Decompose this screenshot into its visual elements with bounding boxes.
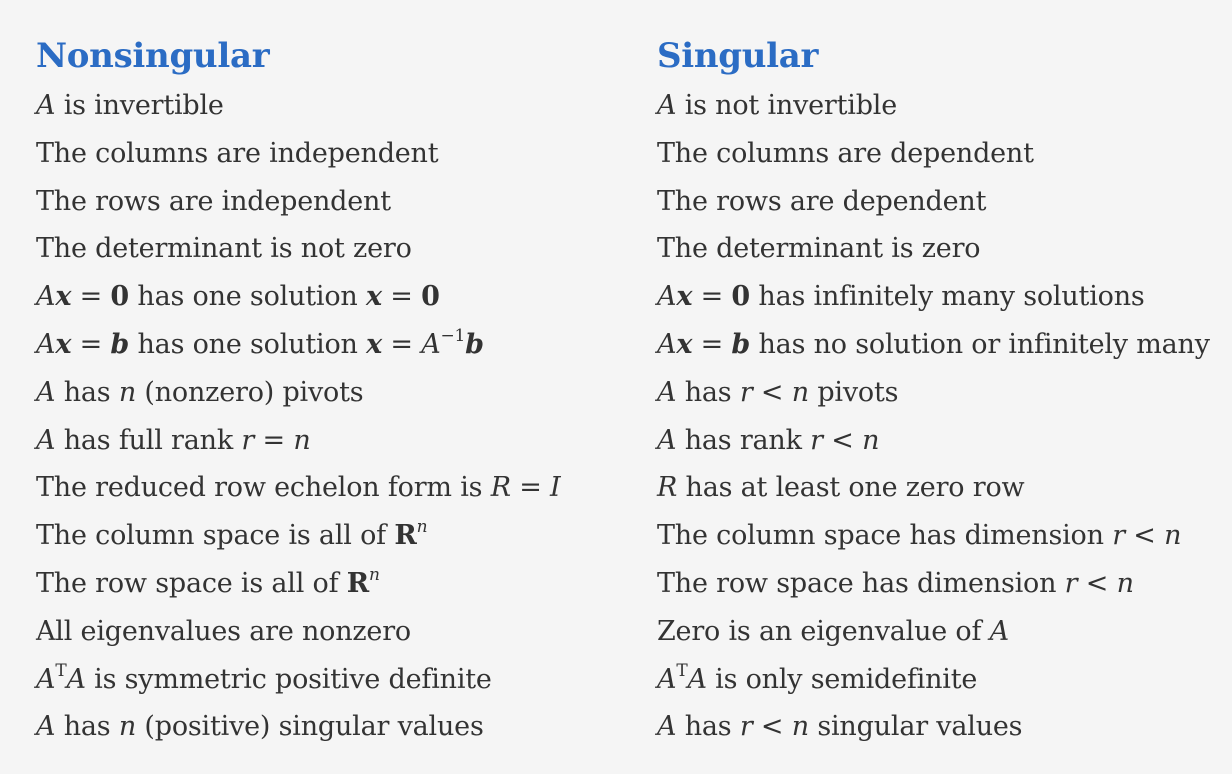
list-item: A is invertible	[36, 90, 224, 121]
list-item: A has rank r < n	[657, 424, 880, 456]
nonsingular-column	[36, 32, 616, 751]
list-item: The column space has dimension r < n	[657, 520, 1182, 552]
list-item: Ax = b has one solution $x = A^{-1}b$	[36, 325, 484, 360]
list-item: The columns are dependent	[657, 137, 1034, 169]
list-item: A has r < n singular values	[657, 711, 1023, 743]
list-item: Zero is an eigenvalue of A	[657, 615, 1009, 647]
list-item: A has n (nonzero) pivots	[36, 376, 364, 408]
list-item: A has r < n pivots	[657, 376, 899, 408]
list-item: The row space is all of $R^n$	[36, 564, 380, 599]
list-item: Ax = 0 has infinitely many solutions	[657, 281, 1145, 313]
list-item: $A^TA$ is symmetric positive definite	[36, 660, 492, 695]
list-item: The reduced row echelon form is R = I	[36, 472, 561, 504]
list-item: All eigenvalues are nonzero	[36, 615, 411, 647]
list-item: The columns are independent	[36, 137, 439, 169]
singular-column	[657, 32, 1227, 751]
list-item: Ax = b has no solution or infinitely many	[657, 328, 1210, 360]
list-item: The column space is all of $R^n$	[36, 517, 428, 552]
list-item: The row space has dimension r < n	[657, 567, 1134, 599]
singular-heading: Singular	[657, 36, 819, 76]
list-item: The rows are dependent	[657, 185, 987, 217]
list-item: Ax = 0 has one solution x = 0	[36, 281, 440, 313]
list-item: The rows are independent	[36, 185, 391, 217]
list-item: A has n (positive) singular values	[36, 711, 484, 743]
list-item: The determinant is not zero	[36, 233, 412, 265]
list-item: The determinant is zero	[657, 233, 981, 265]
nonsingular-heading: Nonsingular	[36, 36, 270, 76]
nonsingular-list	[36, 82, 616, 751]
list-item: $A^TA$ is only semidefinite	[657, 660, 978, 695]
singular-list	[657, 82, 1227, 751]
list-item: A is not invertible	[657, 90, 897, 121]
list-item: A has full rank r = n	[36, 424, 311, 456]
list-item: R has at least one zero row	[657, 472, 1025, 504]
